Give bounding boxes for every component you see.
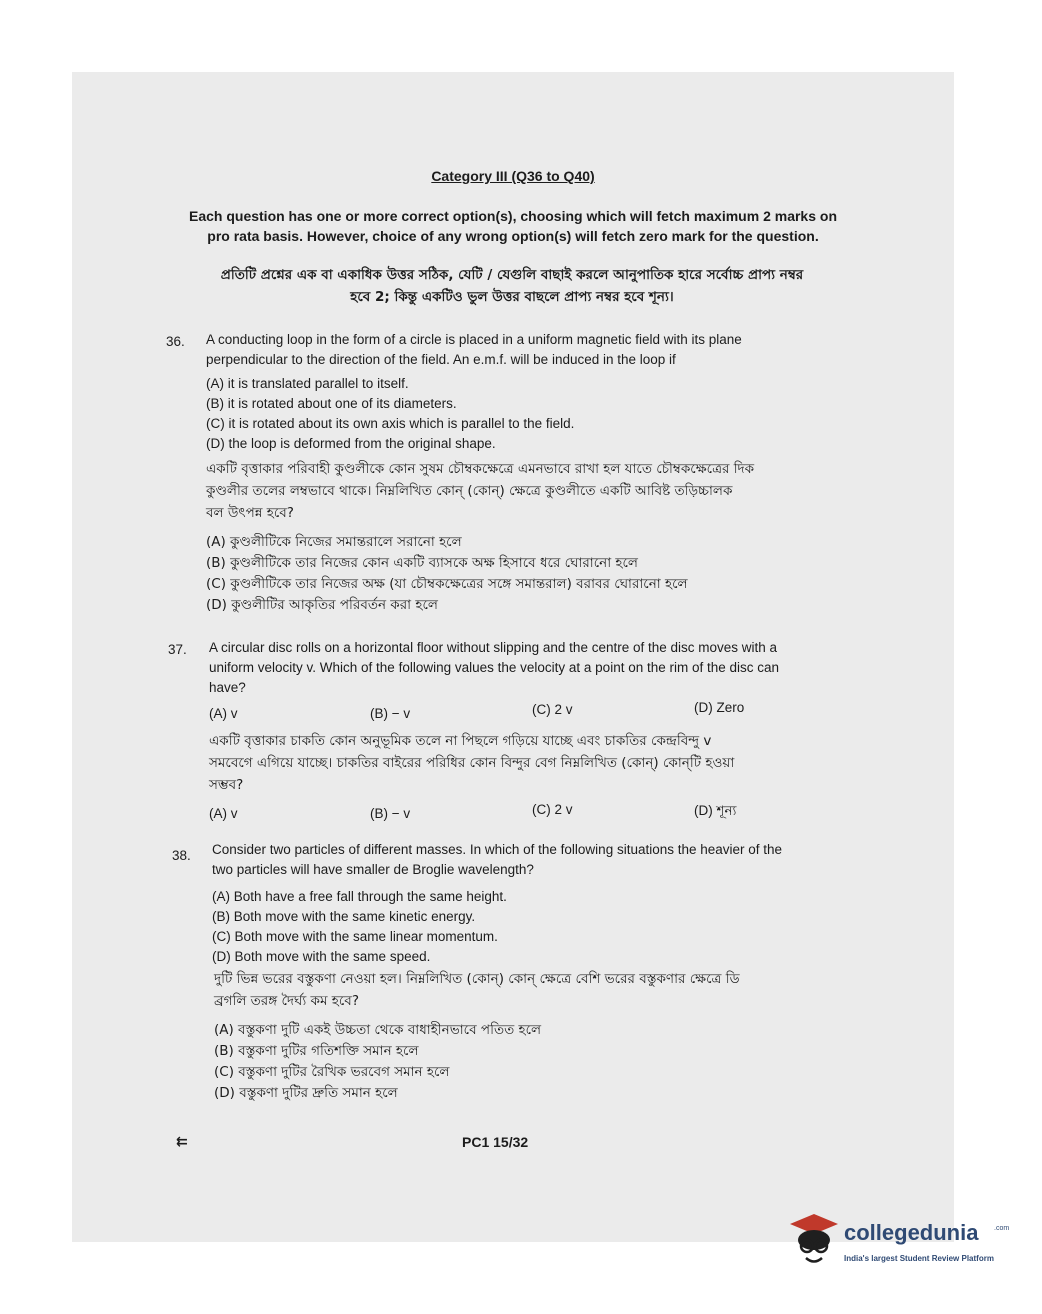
question-36-bengali: [206, 458, 842, 524]
instructions-bengali-line: হবে 2; কিন্তু একটিও ভুল উত্তর বাছলে প্রাপ্য নম্বর হবে শূন্য।: [350, 289, 674, 305]
brand-tagline: India's largest Student Review Platform: [844, 1254, 994, 1263]
question-38-english-options: [212, 887, 507, 967]
student-mascot-icon: [786, 1208, 842, 1274]
exam-page: [72, 72, 954, 1242]
question-text-line: have?: [209, 680, 246, 695]
question-text-line: সম্ভব?: [209, 777, 244, 793]
question-text-line: একটি বৃত্তাকার চাকতি কোন অনুভূমিক তলে না পিছলে গড়িয়ে যাচ্ছে এবং চাকতির কেন্দ্রবিন্দু v: [209, 733, 712, 749]
option: (D) Zero: [694, 700, 745, 715]
option: (B) − v: [370, 806, 411, 821]
option: (B) Both move with the same kinetic energy.: [212, 909, 476, 924]
page-number: PC1 15/32: [462, 1134, 529, 1150]
option: (C) Both move with the same linear momentum.: [212, 929, 498, 944]
option: (A) it is translated parallel to itself.: [206, 376, 409, 391]
instructions-bengali: [162, 264, 862, 308]
option: (D) বস্তুকণা দুটির দ্রুতি সমান হলে: [214, 1085, 398, 1101]
question-36-english-options: [206, 374, 574, 454]
question-36-english: [206, 330, 842, 370]
question-36-bengali-options: [206, 532, 688, 616]
option: (D) শূন্য: [694, 803, 737, 818]
question-text-line: perpendicular to the direction of the field. An e.m.f. will be induced in the loop if: [206, 352, 676, 367]
question-38-bengali-options: [214, 1020, 541, 1104]
question-text-line: A conducting loop in the form of a circle is placed in a uniform magnetic field with its plane: [206, 332, 742, 347]
question-text-line: uniform velocity v. Which of the following values the velocity at a point on the rim of the disc can: [209, 660, 780, 675]
option: (B) − v: [370, 706, 411, 721]
question-text-line: একটি বৃত্তাকার পরিবাহী কুণ্ডলীকে কোন সুষম চৌম্বকক্ষেত্রে এমনভাবে রাখা হল যাতে চৌম্বকক্ষেত্রের দিক: [206, 461, 755, 477]
question-37-bengali: [209, 730, 845, 796]
question-text-line: কুণ্ডলীর তলের লম্বভাবে থাকে। নিম্নলিখিত কোন্ (কোন্) ক্ষেত্রে কুণ্ডলীতে একটি আবিষ্ট তড়িচ্চালক: [206, 483, 733, 499]
option: (D) Both move with the same speed.: [212, 949, 431, 964]
instructions-english-line: pro rata basis. However, choice of any wrong option(s) will fetch zero mark for the question.: [207, 228, 819, 244]
option: (C) it is rotated about its own axis which is parallel to the field.: [206, 416, 575, 431]
option: (D) কুণ্ডলীটির আকৃতির পরিবর্তন করা হলে: [206, 597, 438, 613]
option: (A) Both have a free fall through the same height.: [212, 889, 507, 904]
brand-domain: .com: [994, 1225, 1010, 1232]
question-text-line: Consider two particles of different masses. In which of the following situations the heavier of the: [212, 842, 783, 857]
instructions-bengali-line: প্রতিটি প্রশ্নের এক বা একাধিক উত্তর সঠিক, যেটি / যেগুলি বাছাই করলে আনুপাতিক হারে সর্বোচ্চ প্রাপ্য নম্বর: [220, 267, 804, 283]
question-text-line: সমবেগে এগিয়ে যাচ্ছে। চাকতির বাইরের পরিধির কোন বিন্দুর বেগ নিম্নলিখিত (কোন্) কোন্‌টি হওয়া: [209, 755, 735, 771]
question-number: 36.: [166, 334, 185, 349]
option: (C) 2 v: [532, 702, 573, 717]
question-number: 38.: [172, 848, 191, 863]
collegedunia-logo: [786, 1208, 1016, 1274]
option: (A) কুণ্ডলীটিকে নিজের সমান্তরালে সরানো হলে: [206, 534, 462, 550]
question-text-line: A circular disc rolls on a horizontal floor without slipping and the centre of the disc moves with a: [209, 640, 778, 655]
question-38-bengali: [214, 968, 850, 1012]
question-number: 37.: [168, 642, 187, 657]
question-38-english: [212, 840, 848, 880]
option: (B) it is rotated about one of its diameters.: [206, 396, 457, 411]
option: (B) বস্তুকণা দুটির গতিশক্তি সমান হলে: [214, 1043, 419, 1059]
instructions-english: [168, 206, 858, 246]
option: (A) v: [209, 706, 238, 721]
brand-name: collegedunia: [844, 1220, 979, 1245]
option: (C) 2 v: [532, 802, 573, 817]
category-title: Category III (Q36 to Q40): [431, 168, 595, 184]
instructions-english-line: Each question has one or more correct option(s), choosing which will fetch maximum 2 marks on: [188, 208, 837, 224]
option: (B) কুণ্ডলীটিকে তার নিজের কোন একটি ব্যাসকে অক্ষ হিসাবে ধরে ঘোরানো হলে: [206, 555, 638, 571]
option: (C) কুণ্ডলীটিকে তার নিজের অক্ষ (যা চৌম্বকক্ষেত্রের সঙ্গে সমান্তরাল) বরাবর ঘোরানো হলে: [206, 576, 688, 592]
option: (D) the loop is deformed from the original shape.: [206, 436, 496, 451]
question-37-english: [209, 638, 845, 698]
side-mark: ⇇: [176, 1134, 188, 1150]
question-text-line: two particles will have smaller de Broglie wavelength?: [212, 862, 534, 877]
option: (C) বস্তুকণা দুটির রৈখিক ভরবেগ সমান হলে: [214, 1064, 450, 1080]
option: (A) বস্তুকণা দুটি একই উচ্চতা থেকে বাধাহীনভাবে পতিত হলে: [214, 1022, 542, 1038]
question-text-line: ব্রগলি তরঙ্গ দৈর্ঘ্য কম হবে?: [214, 993, 359, 1009]
question-text-line: বল উৎপন্ন হবে?: [206, 505, 294, 521]
question-text-line: দুটি ভিন্ন ভরের বস্তুকণা নেওয়া হল। নিম্নলিখিত (কোন্) কোন্ ক্ষেত্রে বেশি ভরের বস্তুকণার ক্ষেত্রে ডি: [214, 971, 740, 987]
option: (A) v: [209, 806, 238, 821]
